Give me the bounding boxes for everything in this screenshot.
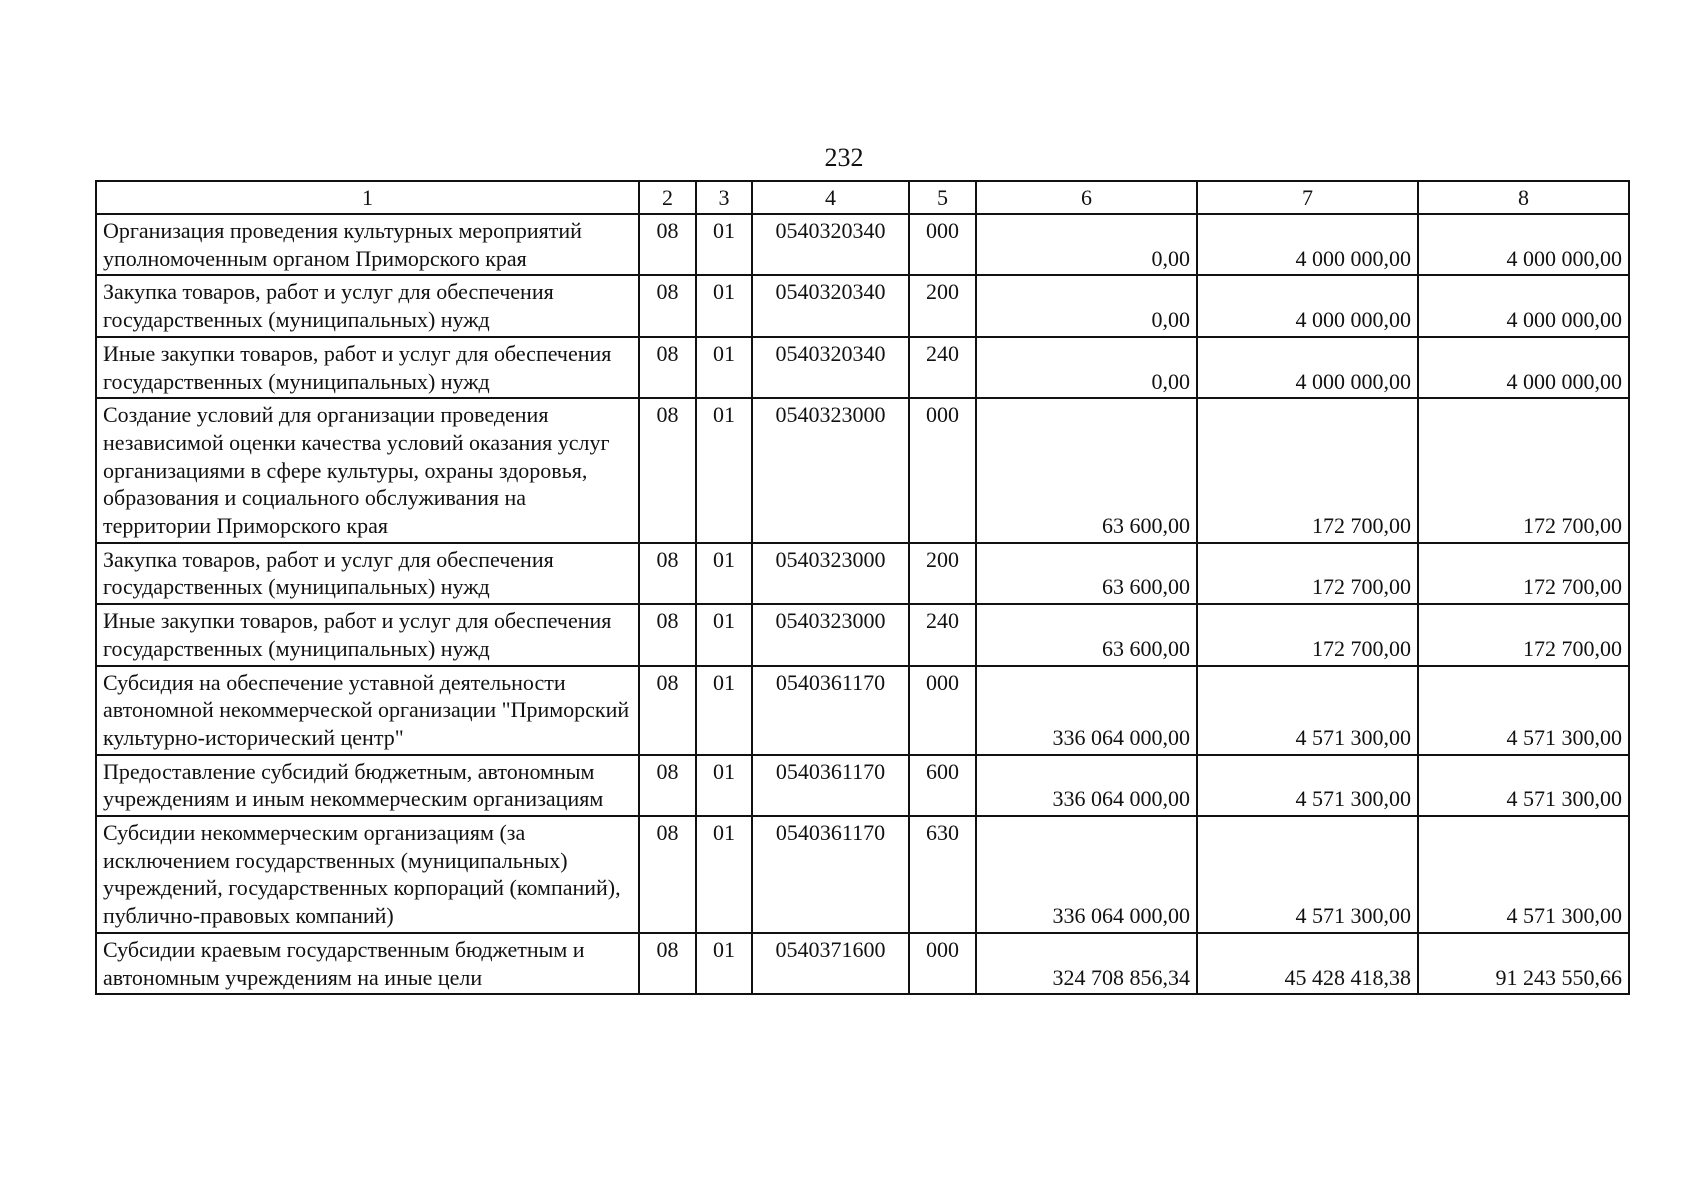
header-col-6: 6 [976,181,1197,214]
subsection-code: 01 [696,337,752,398]
amount-col-8: 172 700,00 [1418,543,1629,604]
table-header [96,181,1629,214]
expense-type-code: 000 [909,398,976,543]
row-name: Иные закупки товаров, работ и услуг для обеспечения государственных (муниципальных) нужд [96,337,639,398]
amount-col-7: 4 571 300,00 [1197,755,1418,816]
amount-col-6: 336 064 000,00 [976,666,1197,755]
subsection-code: 01 [696,398,752,543]
target-item-code: 0540323000 [752,543,909,604]
expense-type-code: 240 [909,604,976,665]
amount-col-6: 324 708 856,34 [976,933,1197,994]
subsection-code: 01 [696,543,752,604]
row-name: Организация проведения культурных мероприятий уполномоченным органом Приморского края [96,214,639,275]
amount-col-8: 172 700,00 [1418,604,1629,665]
target-item-code: 0540361170 [752,666,909,755]
header-col-5: 5 [909,181,976,214]
row-name: Субсидии краевым государственным бюджетным и автономным учреждениям на иные цели [96,933,639,994]
section-code: 08 [639,666,696,755]
subsection-code: 01 [696,755,752,816]
section-code: 08 [639,933,696,994]
amount-col-7: 172 700,00 [1197,543,1418,604]
amount-col-6: 0,00 [976,214,1197,275]
row-name: Закупка товаров, работ и услуг для обеспечения государственных (муниципальных) нужд [96,543,639,604]
amount-col-6: 336 064 000,00 [976,816,1197,933]
subsection-code: 01 [696,275,752,336]
row-name: Иные закупки товаров, работ и услуг для обеспечения государственных (муниципальных) нужд [96,604,639,665]
amount-col-8: 91 243 550,66 [1418,933,1629,994]
amount-col-6: 0,00 [976,275,1197,336]
expense-type-code: 000 [909,666,976,755]
target-item-code: 0540320340 [752,337,909,398]
amount-col-8: 172 700,00 [1418,398,1629,543]
expense-type-code: 200 [909,275,976,336]
amount-col-6: 63 600,00 [976,543,1197,604]
amount-col-7: 172 700,00 [1197,604,1418,665]
amount-col-7: 4 571 300,00 [1197,666,1418,755]
subsection-code: 01 [696,816,752,933]
section-code: 08 [639,816,696,933]
amount-col-7: 45 428 418,38 [1197,933,1418,994]
table-row [96,933,1629,994]
target-item-code: 0540323000 [752,604,909,665]
amount-col-7: 172 700,00 [1197,398,1418,543]
section-code: 08 [639,543,696,604]
table-body [96,214,1629,994]
target-item-code: 0540320340 [752,275,909,336]
amount-col-7: 4 571 300,00 [1197,816,1418,933]
amount-col-7: 4 000 000,00 [1197,337,1418,398]
header-col-1: 1 [96,181,639,214]
subsection-code: 01 [696,604,752,665]
row-name: Субсидии некоммерческим организациям (за исключением государственных (муниципальных) учреждений, государственных корпораций (компаний), публично-правовых компаний) [96,816,639,933]
section-code: 08 [639,755,696,816]
amount-col-6: 0,00 [976,337,1197,398]
amount-col-7: 4 000 000,00 [1197,275,1418,336]
amount-col-8: 4 000 000,00 [1418,337,1629,398]
expense-type-code: 600 [909,755,976,816]
amount-col-7: 4 000 000,00 [1197,214,1418,275]
expense-type-code: 000 [909,214,976,275]
table-row [96,604,1629,665]
amount-col-8: 4 000 000,00 [1418,214,1629,275]
subsection-code: 01 [696,214,752,275]
target-item-code: 0540320340 [752,214,909,275]
subsection-code: 01 [696,933,752,994]
expense-type-code: 630 [909,816,976,933]
section-code: 08 [639,398,696,543]
target-item-code: 0540361170 [752,755,909,816]
row-name: Предоставление субсидий бюджетным, автономным учреждениям и иным некоммерческим организациям [96,755,639,816]
expense-type-code: 000 [909,933,976,994]
target-item-code: 0540371600 [752,933,909,994]
expense-type-code: 200 [909,543,976,604]
target-item-code: 0540361170 [752,816,909,933]
row-name: Закупка товаров, работ и услуг для обеспечения государственных (муниципальных) нужд [96,275,639,336]
header-col-2: 2 [639,181,696,214]
section-code: 08 [639,604,696,665]
amount-col-8: 4 571 300,00 [1418,816,1629,933]
target-item-code: 0540323000 [752,398,909,543]
amount-col-8: 4 571 300,00 [1418,666,1629,755]
amount-col-8: 4 000 000,00 [1418,275,1629,336]
budget-table [95,180,1630,995]
table-row [96,398,1629,543]
section-code: 08 [639,275,696,336]
section-code: 08 [639,337,696,398]
table-row [96,816,1629,933]
table-row [96,337,1629,398]
table-row [96,214,1629,275]
header-col-3: 3 [696,181,752,214]
row-name: Создание условий для организации проведения независимой оценки качества условий оказания услуг организациями в сфере культуры, охраны здоровья, образования и социального обслуживания на территории Приморского края [96,398,639,543]
header-col-7: 7 [1197,181,1418,214]
table-row [96,755,1629,816]
table-row [96,543,1629,604]
table-row [96,275,1629,336]
expense-type-code: 240 [909,337,976,398]
header-col-4: 4 [752,181,909,214]
page-number: 232 [824,143,864,172]
header-row [96,181,1629,214]
section-code: 08 [639,214,696,275]
amount-col-8: 4 571 300,00 [1418,755,1629,816]
amount-col-6: 336 064 000,00 [976,755,1197,816]
amount-col-6: 63 600,00 [976,398,1197,543]
subsection-code: 01 [696,666,752,755]
row-name: Субсидия на обеспечение уставной деятельности автономной некоммерческой организации "Приморский культурно-исторический центр" [96,666,639,755]
amount-col-6: 63 600,00 [976,604,1197,665]
table-row [96,666,1629,755]
header-col-8: 8 [1418,181,1629,214]
